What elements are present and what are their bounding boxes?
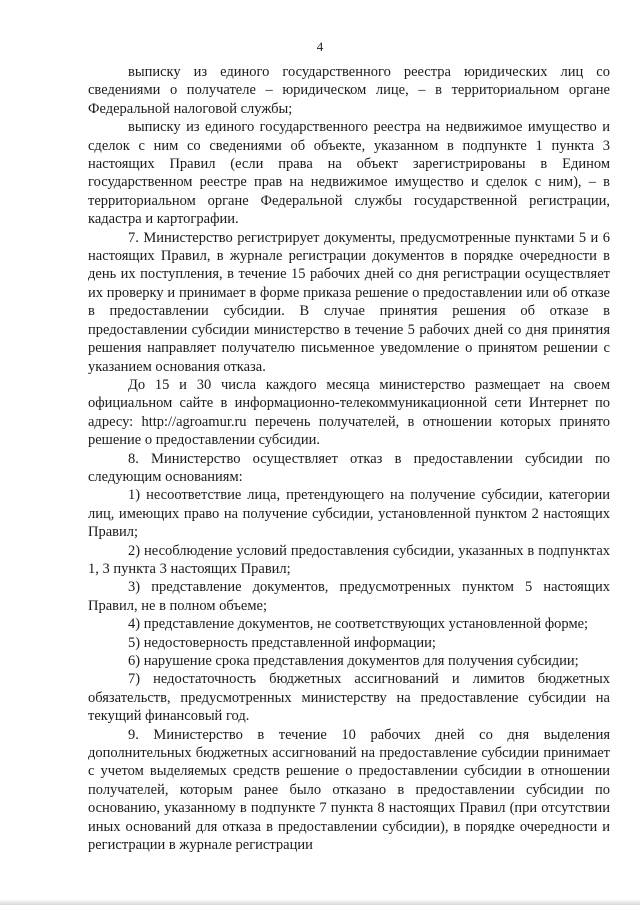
refusal-reason-6: 6) нарушение срока представления документов для получения субсидии;	[128, 653, 579, 669]
document-body	[88, 63, 610, 854]
page-number: 4	[316, 39, 324, 54]
paragraph-item-9: 9. Министерство в течение 10 рабочих дней со дня выделения дополнительных бюджетных ассигнований на предоставление субсидии принимает с учетом выделяемых средств решение о предоставлении субсидии в отношении получателей, которым ранее было отказано в предоставлении субсидии по основанию, указанному в подпункте 7 пункта 8 настоящих Правил (при отсутствии иных оснований для отказа в предоставлении субсидии), в порядке очередности и регистрации в журнале регистрации	[88, 726, 610, 854]
refusal-reason-5: 5) недостоверность представленной информации;	[128, 634, 436, 651]
paragraph-item-8: 8. Министерство осуществляет отказ в предоставлении субсидии по следующим основаниям:	[88, 450, 610, 485]
refusal-reason-7: 7) недостаточность бюджетных ассигнований и лимитов бюджетных обязательств, предусмотренных министерству на предоставление субсидии на текущий финансовый год.	[88, 671, 610, 725]
refusal-reason-3: 3) представление документов, предусмотренных пунктом 5 настоящих Правил, не в полном объеме;	[88, 579, 610, 614]
paragraph-egrul-extract: выписку из единого государственного реестра юридических лиц со сведениями о получателе – юридическом лице, – в территориальном органе Федеральной налоговой службы;	[88, 64, 610, 117]
refusal-reason-2: 2) несоблюдение условий предоставления субсидии, указанных в подпунктах 1, 3 пункта 3 настоящих Правил;	[88, 542, 610, 577]
refusal-reason-4: 4) представление документов, не соответствующих установленной форме;	[128, 616, 589, 633]
scan-bottom-edge	[0, 899, 640, 905]
refusal-reason-1: 1) несоответствие лица, претендующего на получение субсидии, категории лиц, имеющих право на получение субсидии, установленной пунктом 2 настоящих Правил;	[88, 487, 610, 541]
paragraph-egrp-extract: выписку из единого государственного реестра на недвижимое имущество и сделок с ним со сведениями об объекте, указанном в подпункте 1 пункта 3 настоящих Правил (если права на объект зарегистрированы в Едином государственном реестре прав на недвижимое имущество и сделок с ним), – в территориальном органе Федеральной службы государственной регистрации, кадастра и картографии.	[88, 119, 610, 228]
paragraph-item-7: 7. Министерство регистрирует документы, предусмотренные пунктами 5 и 6 настоящих Правил, в журнале регистрации документов в порядке очередности в день их поступления, в течение 15 рабочих дней со дня регистрации осуществляет их проверку и принимает в форме приказа решение о предоставлении или об отказе в предоставлении субсидии. В случае принятия решения об отказе в предоставлении субсидии министерство в течение 5 рабочих дней со дня принятия решения направляет получателю письменное уведомление о принятом решении с указанием основания отказа.	[88, 229, 610, 375]
paragraph-publication: До 15 и 30 числа каждого месяца министерство размещает на своем официальном сайте в информационно-телекоммуникационной сети Интернет по адресу: http://agroamur.ru перечень получателей, в отношении которых принято решение о предоставлении субсидии.	[88, 376, 610, 449]
